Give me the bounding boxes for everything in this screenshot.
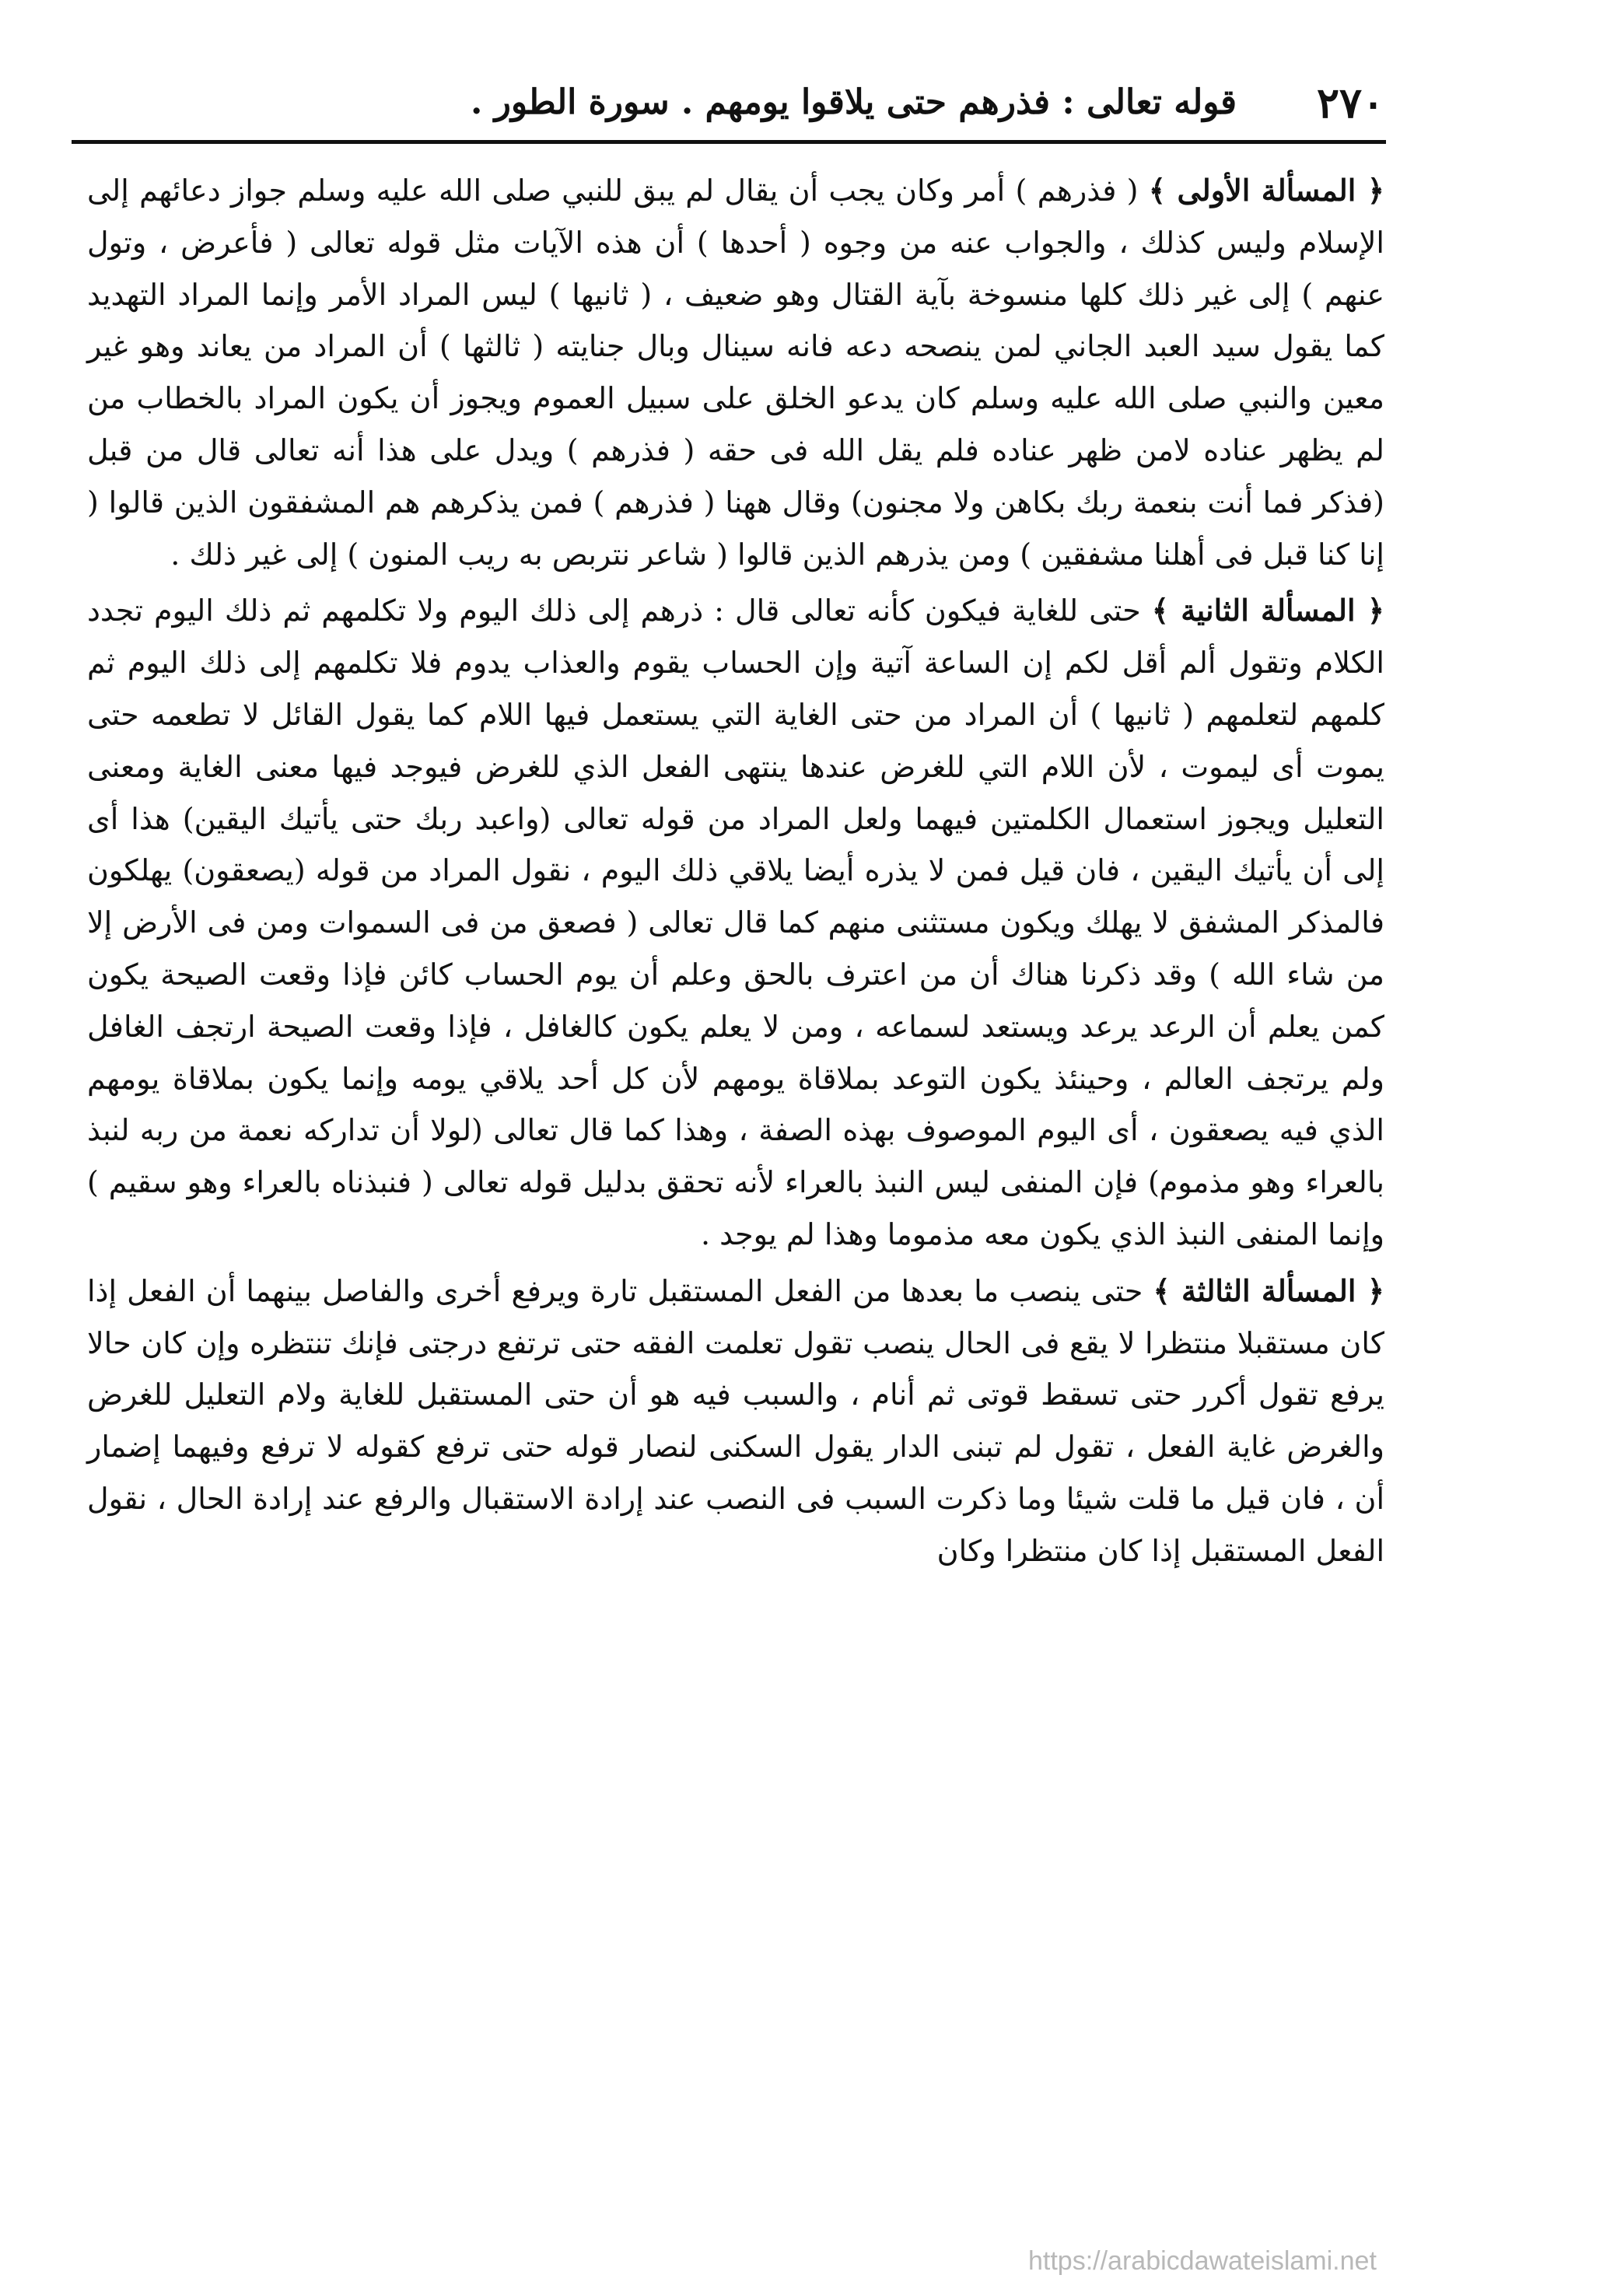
issue-heading: ﴿ المسألة الثانية ﴾ [1151, 593, 1384, 628]
body-text [87, 165, 1384, 1582]
paragraph-text: ( فذرهم ) أمر وكان يجب أن يقال لم يبق للنبي صلى الله عليه وسلم جواز دعائهم إلى الإسلام وليس كذلك ، والجواب عنه من وجوه ( أحدها ) أن هذه الآيات مثل قوله تعالى ( فأعرض ، وتول عنهم ) إلى غير ذلك كلها منسوخة بآية القتال وهو ضعيف ، ( ثانيها ) ليس المراد الأمر وإنما المراد التهديد كما يقول سيد العبد الجاني لمن ينصحه دعه فانه سينال وبال جنايته ( ثالثها ) أن المراد من يعاند وهو غير معين والنبي صلى الله عليه وسلم كان يدعو الخلق على سبيل العموم ويجوز أن يكون المراد بالخطاب من لم يظهر عناده لامن ظهر عناده فلم يقل الله فى حقه ( فذرهم ) ويدل على هذا أنه تعالى قال من قبل (فذكر فما أنت بنعمة ربك بكاهن ولا مجنون) وقال ههنا ( فذرهم ) فمن يذكرهم هم المشفقون الذين قالوا ( إنا كنا قبل فى أهلنا مشفقين ) ومن يذرهم الذين قالوا ( شاعر نتربص به ريب المنون ) إلى غير ذلك . [87, 173, 1384, 572]
paragraph-text: حتى ينصب ما بعدها من الفعل المستقبل تارة ويرفع أخرى والفاصل بينهما أن الفعل إذا كان مستقبلا منتظرا لا يقع فى الحال ينصب تقول تعلمت الفقه حتى ترتفع درجتى فإنك تنتظره وإن كان حالا يرفع تقول أكرر حتى تسقط قوتى ثم أنام ، والسبب فيه هو أن حتى المستقبل للغاية ولام التعليل للغرض والغرض غاية الفعل ، تقول لم تبنى الدار يقول السكنى لنصار قوله حتى ترفع كقوله لا ترفع وفيهما إضمار أن ، فان قيل ما قلت شيئا وما ذكرت السبب فى النصب عند إرادة الاستقبال والرفع عند إرادة الحال ، نقول الفعل المستقبل إذا كان منتظرا وكان [87, 1273, 1384, 1568]
header-rule [72, 140, 1386, 144]
issue-heading: ﴿ المسألة الأولى ﴾ [1148, 173, 1384, 208]
issue-heading: ﴿ المسألة الثالثة ﴾ [1153, 1272, 1384, 1308]
paragraph-second-issue [87, 585, 1384, 1260]
running-head: قوله تعالى : فذرهم حتى يلاقوا يومهم . سورة الطور . [471, 82, 1237, 122]
page-header [78, 72, 1384, 134]
paragraph-first-issue [87, 165, 1384, 580]
paragraph-text: حتى للغاية فيكون كأنه تعالى قال : ذرهم إلى ذلك اليوم ولا تكلمهم ثم ذلك اليوم تجدد الكلام وتقول ألم أقل لكم إن الساعة آتية وإن الحساب يقوم والعذاب يدوم فلا تكلمهم إلى ذلك اليوم ثم كلمهم لتعلمهم ( ثانيها ) أن المراد من حتى الغاية التي يستعمل فيها اللام كما يقول القائل لا تطعمه حتى يموت أى ليموت ، لأن اللام التي للغرض عندها ينتهى الفعل الذي للغرض فيوجد فيها معنى الغاية ومعنى التعليل ويجوز استعمال الكلمتين فيهما ولعل المراد من قوله تعالى (واعبد ربك حتى يأتيك اليقين) هذا أى إلى أن يأتيك اليقين ، فان قيل فمن لا يذره أيضا يلاقي ذلك اليوم ، نقول المراد من قوله (يصعقون) يهلكون فالمذكر المشفق لا يهلك ويكون مستثنى منهم كما قال تعالى ( فصعق من فى السموات ومن فى الأرض إلا من شاء الله ) وقد ذكرنا هناك أن من اعترف بالحق وعلم أن يوم الحساب كائن فإذا وقعت الصيحة يكون كمن يعلم أن الرعد يرعد ويستعد لسماعه ، ومن لا يعلم يكون كالغافل ، فإذا وقعت الصيحة ارتجف الغافل ولم يرتجف العالم ، وحينئذ يكون التوعد بملاقاة يومهم لأن كل أحد يلاقي يومه وإنما يكون بملاقاة يومهم الذي فيه يصعقون ، أى اليوم الموصوف بهذه الصفة ، وهذا كما قال تعالى (لولا أن تداركه نعمة من ربه لنبذ بالعراء وهو مذموم) فإن المنفى ليس النبذ بالعراء لأنه تحقق بدليل قوله تعالى ( فنبذناه بالعراء وهو سقيم ) وإنما المنفى النبذ الذي يكون معه مذموما وهذا لم يوجد . [87, 593, 1384, 1251]
watermark-url: https://arabicdawateislami.net [1028, 2246, 1377, 2276]
paragraph-third-issue [87, 1265, 1384, 1577]
page-number: ٢٧٠ [1316, 78, 1384, 128]
